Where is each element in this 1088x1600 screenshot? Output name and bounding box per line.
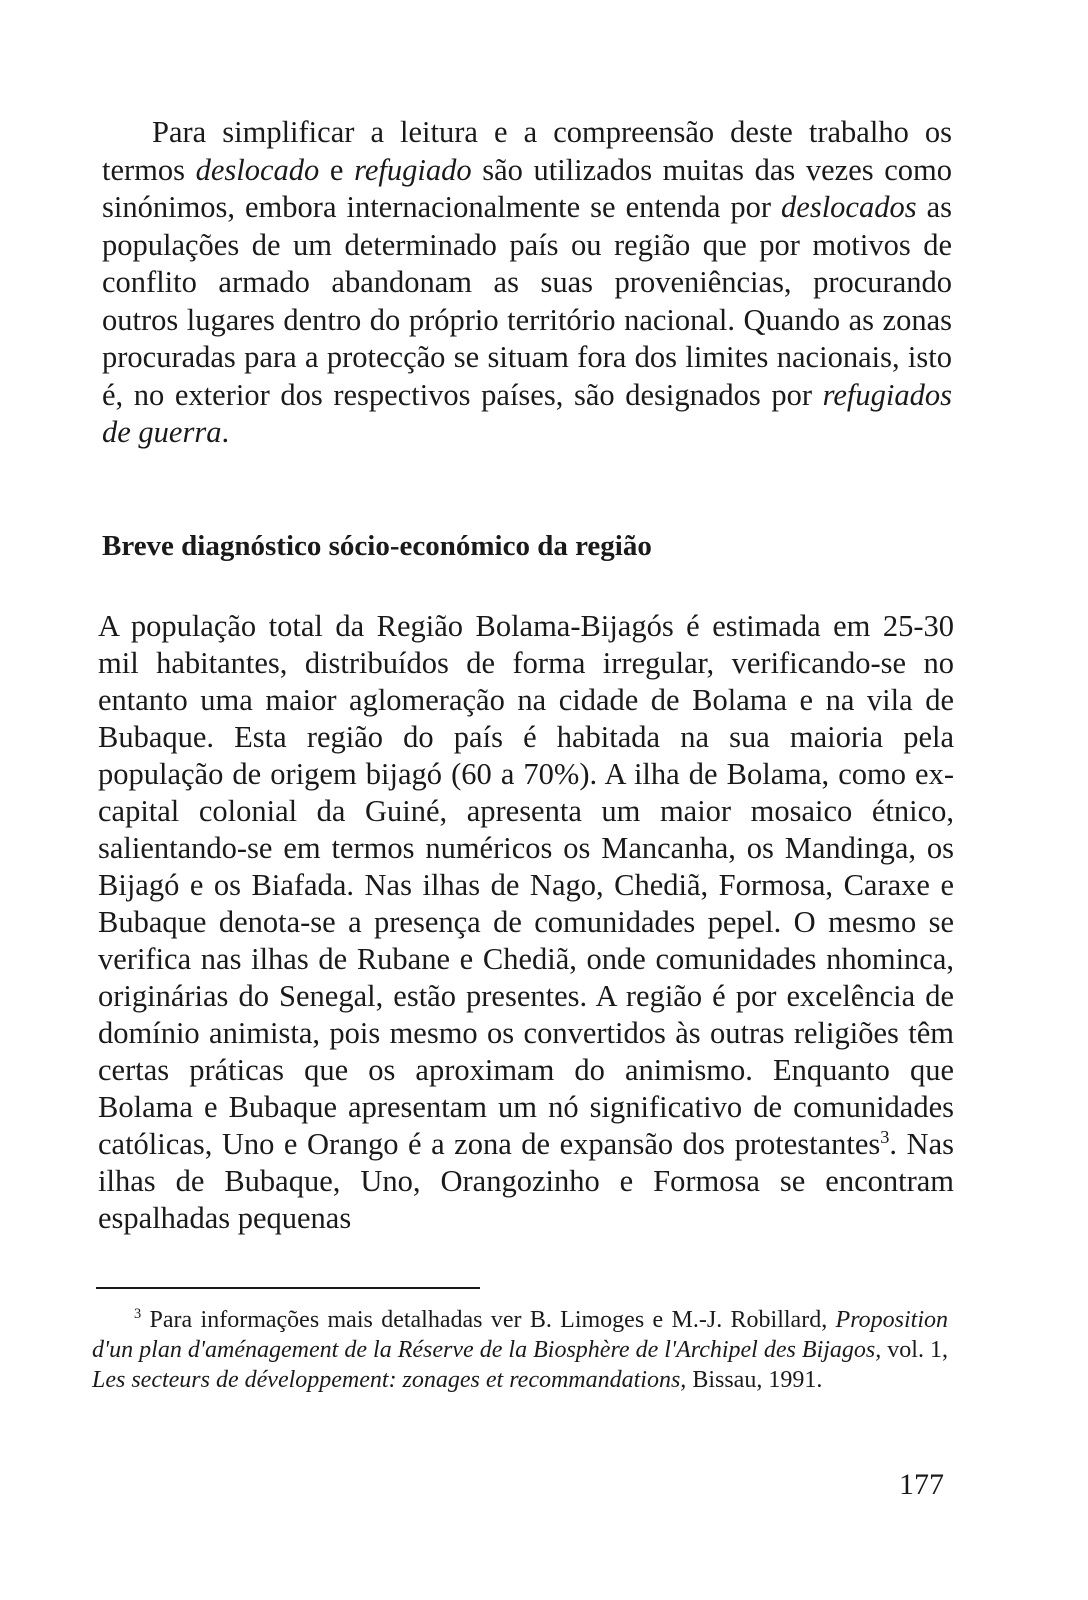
footnote-reference[interactable]: 3 [880, 1126, 890, 1147]
italic-title: Les secteurs de développement: zonages et recommandations, [92, 1367, 687, 1393]
italic-title: Proposition d'un plan d'aménagement de la Réserve de la Biosphère de l'Archipel des Bijagos, [92, 1307, 948, 1363]
text-run: A população total da Região Bolama-Bijagós é estimada em 25-30 mil habitantes, distribuídos de forma irregular, verificando-se no entanto uma maior aglomeração na cidade de Bolama e na vila de Bubaque. Esta região do país é habitada na sua maioria pela população de origem bijagó (60 a 70%). A ilha de Bolama, como ex-capital colonial da Guiné, apresenta um maior mosaico étnico, salientando-se em termos numéricos os Mancanha, os Mandinga, os Bijagó e os Biafada. Nas ilhas de Nago, Chediã, Formosa, Caraxe e Bubaque denota-se a presença de comunidades pepel. O mesmo se verifica nas ilhas de Rubane e Chediã, onde comunidades nhominca, originárias do Senegal, estão presentes. A região é por excelência de domínio animista, pois mesmo os convertidos às outras religiões têm certas práticas que os aproximam do animismo. Enquanto que Bolama e Bubaque apresentam um nó significativo de comunidades católicas, Uno e Orango é a zona de expansão dos protestantes [98, 609, 954, 1161]
section-heading: Breve diagnóstico sócio-económico da região [102, 530, 652, 562]
footnote-number: 3 [134, 1306, 142, 1322]
italic-term: refugiado [354, 152, 472, 187]
body-paragraph [98, 608, 954, 1237]
footnote [92, 1305, 948, 1395]
page-number: 177 [899, 1468, 944, 1501]
italic-term: deslocados [781, 190, 917, 224]
text-run: Para informações mais detalhadas ver B. Limoges e M.-J. Robillard, [141, 1307, 836, 1333]
text-run: são utilizados muitas das vezes como sinónimos, embora internacionalmente se entenda por [102, 152, 953, 224]
italic-term: refugiados de guerra [102, 377, 952, 449]
text-run: vol. 1, [881, 1337, 948, 1363]
text-run: . Nas ilhas de Bubaque, Uno, Orangozinho e Formosa se encontram espalhadas pequenas [98, 1127, 954, 1235]
italic-term: deslocado [195, 152, 320, 187]
text-run: Bissau, 1991. [686, 1367, 823, 1393]
text-run: as populações de um determinado país ou região que por motivos de conflito armado abandonam as suas proveniências, procurando outros lugares dentro do próprio território nacional. Quando as zonas procuradas para a protecção se situam fora dos limites nacionais, isto é, no exterior dos respectivos países, são designados por [102, 190, 952, 412]
intro-paragraph [102, 114, 952, 452]
text-run: Para simplificar a leitura e a compreensão deste trabalho os termos [102, 115, 952, 187]
text-run: e [319, 152, 355, 187]
text-run: . [221, 415, 230, 449]
footnote-divider [96, 1287, 480, 1289]
